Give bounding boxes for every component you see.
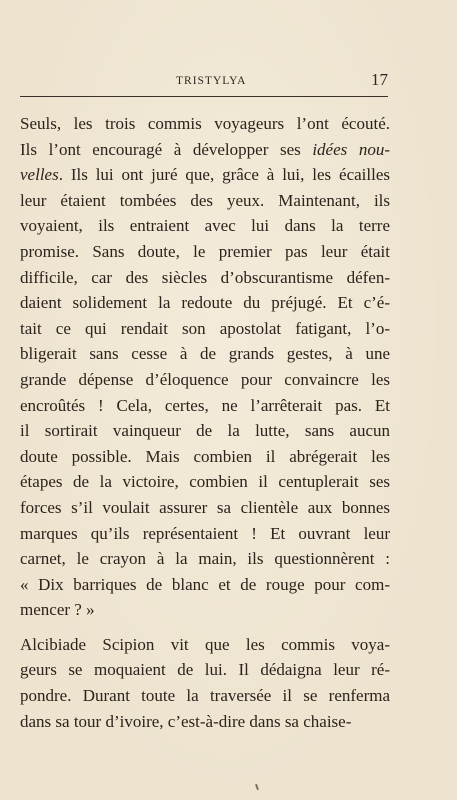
print-mark bbox=[255, 784, 259, 790]
text-line: pondre. Durant toute la traversée il se renferma bbox=[20, 686, 390, 706]
text-line: mencer ? » bbox=[20, 600, 95, 620]
text-line: marques qu’ils représentaient ! Et ouvrant leur bbox=[20, 523, 390, 543]
text-line: étapes de la victoire, combien il centuplerait ses bbox=[20, 472, 390, 492]
paragraph-2 bbox=[20, 632, 390, 734]
text-line: leur étaient tombées des yeux. Maintenant, ils bbox=[20, 190, 390, 210]
header-rule bbox=[20, 96, 388, 97]
text-line: geurs se moquaient de lui. Il dédaigna leur ré- bbox=[20, 660, 390, 680]
text-line: bligerait sans cesse à de grands gestes, à une bbox=[20, 344, 390, 364]
text-line: difficile, car des siècles d’obscurantisme défen- bbox=[20, 267, 390, 287]
page-number: 17 bbox=[371, 70, 388, 89]
text-line: « Dix barriques de blanc et de rouge pour com- bbox=[20, 574, 390, 594]
paragraph-1 bbox=[20, 111, 390, 623]
running-head bbox=[0, 70, 457, 92]
text-line: doute possible. Mais combien il abrégerait les bbox=[20, 446, 390, 466]
text-line: Seuls, les trois commis voyageurs l’ont écouté. bbox=[20, 114, 390, 133]
text-line: voyaient, ils entraient avec lui dans la terre bbox=[20, 216, 390, 236]
paragraph-gap bbox=[20, 623, 390, 632]
text-line: il sortirait vainqueur de la lutte, sans aucun bbox=[20, 421, 390, 441]
text-line: velles. Ils lui ont juré que, grâce à lui, les écailles bbox=[20, 165, 390, 185]
text-line: tait ce qui rendait son apostolat fatigant, l’o- bbox=[20, 318, 390, 338]
text-line: forces s’il voulait assurer sa clientèle aux bonnes bbox=[20, 497, 390, 517]
text-line: carnet, le crayon à la main, ils questionnèrent : bbox=[20, 549, 390, 569]
body-text bbox=[20, 111, 390, 734]
text-line: daient solidement la redoute du préjugé. Et c’é- bbox=[20, 293, 390, 313]
text-line: Alcibiade Scipion vit que les commis voya- bbox=[20, 634, 390, 654]
text-line: encroûtés ! Cela, certes, ne l’arrêterait pas. Et bbox=[20, 395, 390, 415]
text-line: dans sa tour d’ivoire, c’est-à-dire dans sa chaise- bbox=[20, 711, 352, 731]
text-line: Ils l’ont encouragé à développer ses idées nou- bbox=[20, 139, 391, 159]
text-line: grande dépense d’éloquence pour convaincre les bbox=[20, 369, 390, 389]
running-title: TRISTYLYA bbox=[176, 75, 247, 87]
text-line: promise. Sans doute, le premier pas leur était bbox=[20, 241, 390, 261]
